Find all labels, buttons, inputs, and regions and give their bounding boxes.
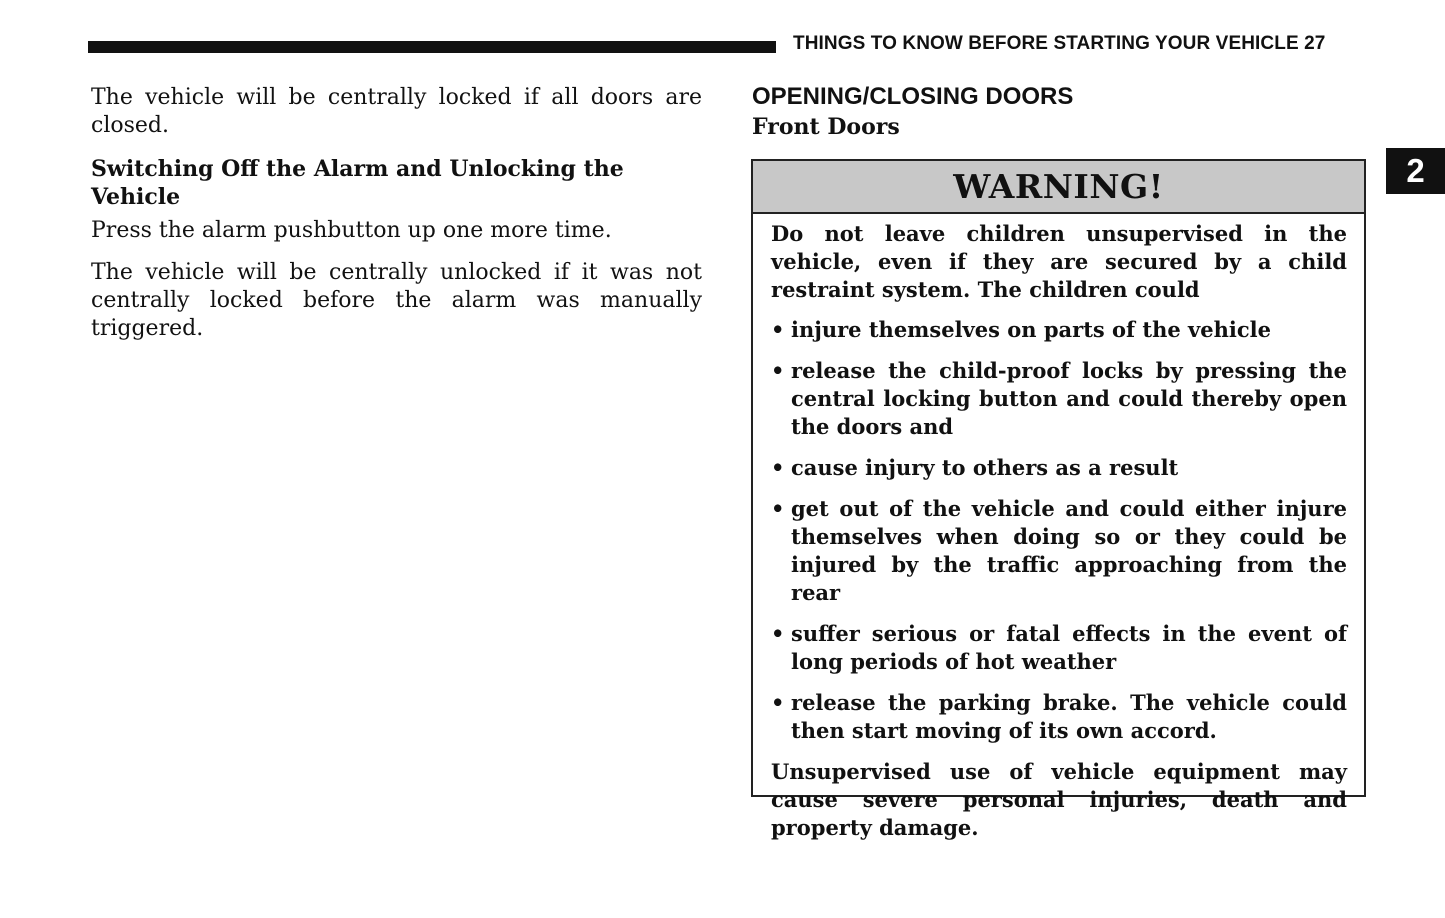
warning-list-item: • get out of the vehicle and could either injure themselves when doing so or they could be injured by the traffic approaching from the rear [771, 496, 1347, 605]
paragraph-central-lock: The vehicle will be centrally locked if all doors are closed. [91, 85, 702, 138]
subheading-switching-off-alarm: Switching Off the Alarm and Unlocking the Vehicle [91, 156, 624, 210]
chapter-tab: 2 [1386, 148, 1445, 194]
paragraph-press-pushbutton: Press the alarm pushbutton up one more time. [91, 218, 612, 243]
paragraph-central-unlock: The vehicle will be centrally unlocked if it was not centrally locked before the alarm was manually triggered. [91, 260, 702, 341]
warning-list-item: • suffer serious or fatal effects in the event of long periods of hot weather [771, 621, 1347, 674]
warning-list-item: • cause injury to others as a result [771, 455, 1179, 480]
warning-intro: Do not leave children unsupervised in the vehicle, even if they are secured by a child restraint system. The children could [771, 221, 1347, 302]
page-number: 27 [1304, 33, 1326, 54]
bullet-icon: • [771, 621, 785, 646]
running-header [793, 33, 1325, 55]
left-column [91, 84, 702, 343]
warning-list-item: • release the parking brake. The vehicle could then start moving of its own accord. [771, 690, 1347, 743]
bullet-icon: • [771, 317, 785, 342]
header-rule [88, 41, 776, 53]
running-title: THINGS TO KNOW BEFORE STARTING YOUR VEHICLE [793, 33, 1299, 54]
warning-heading: WARNING! [753, 161, 1364, 214]
bullet-icon: • [771, 455, 785, 480]
right-column [752, 82, 1366, 142]
subsection-title: Front Doors [752, 114, 900, 140]
warning-closing: Unsupervised use of vehicle equipment may cause severe personal injuries, death and property damage. [771, 759, 1347, 840]
warning-list [771, 316, 1347, 745]
warning-list-item: • injure themselves on parts of the vehicle [771, 317, 1271, 342]
bullet-icon: • [771, 358, 785, 383]
section-title: OPENING/CLOSING DOORS [752, 83, 1074, 110]
warning-box [751, 159, 1366, 840]
warning-list-item: • release the child-proof locks by pressing the central locking button and could thereby open the doors and [771, 358, 1347, 439]
warning-body [753, 214, 1364, 842]
bullet-icon: • [771, 690, 785, 715]
bullet-icon: • [771, 496, 785, 521]
